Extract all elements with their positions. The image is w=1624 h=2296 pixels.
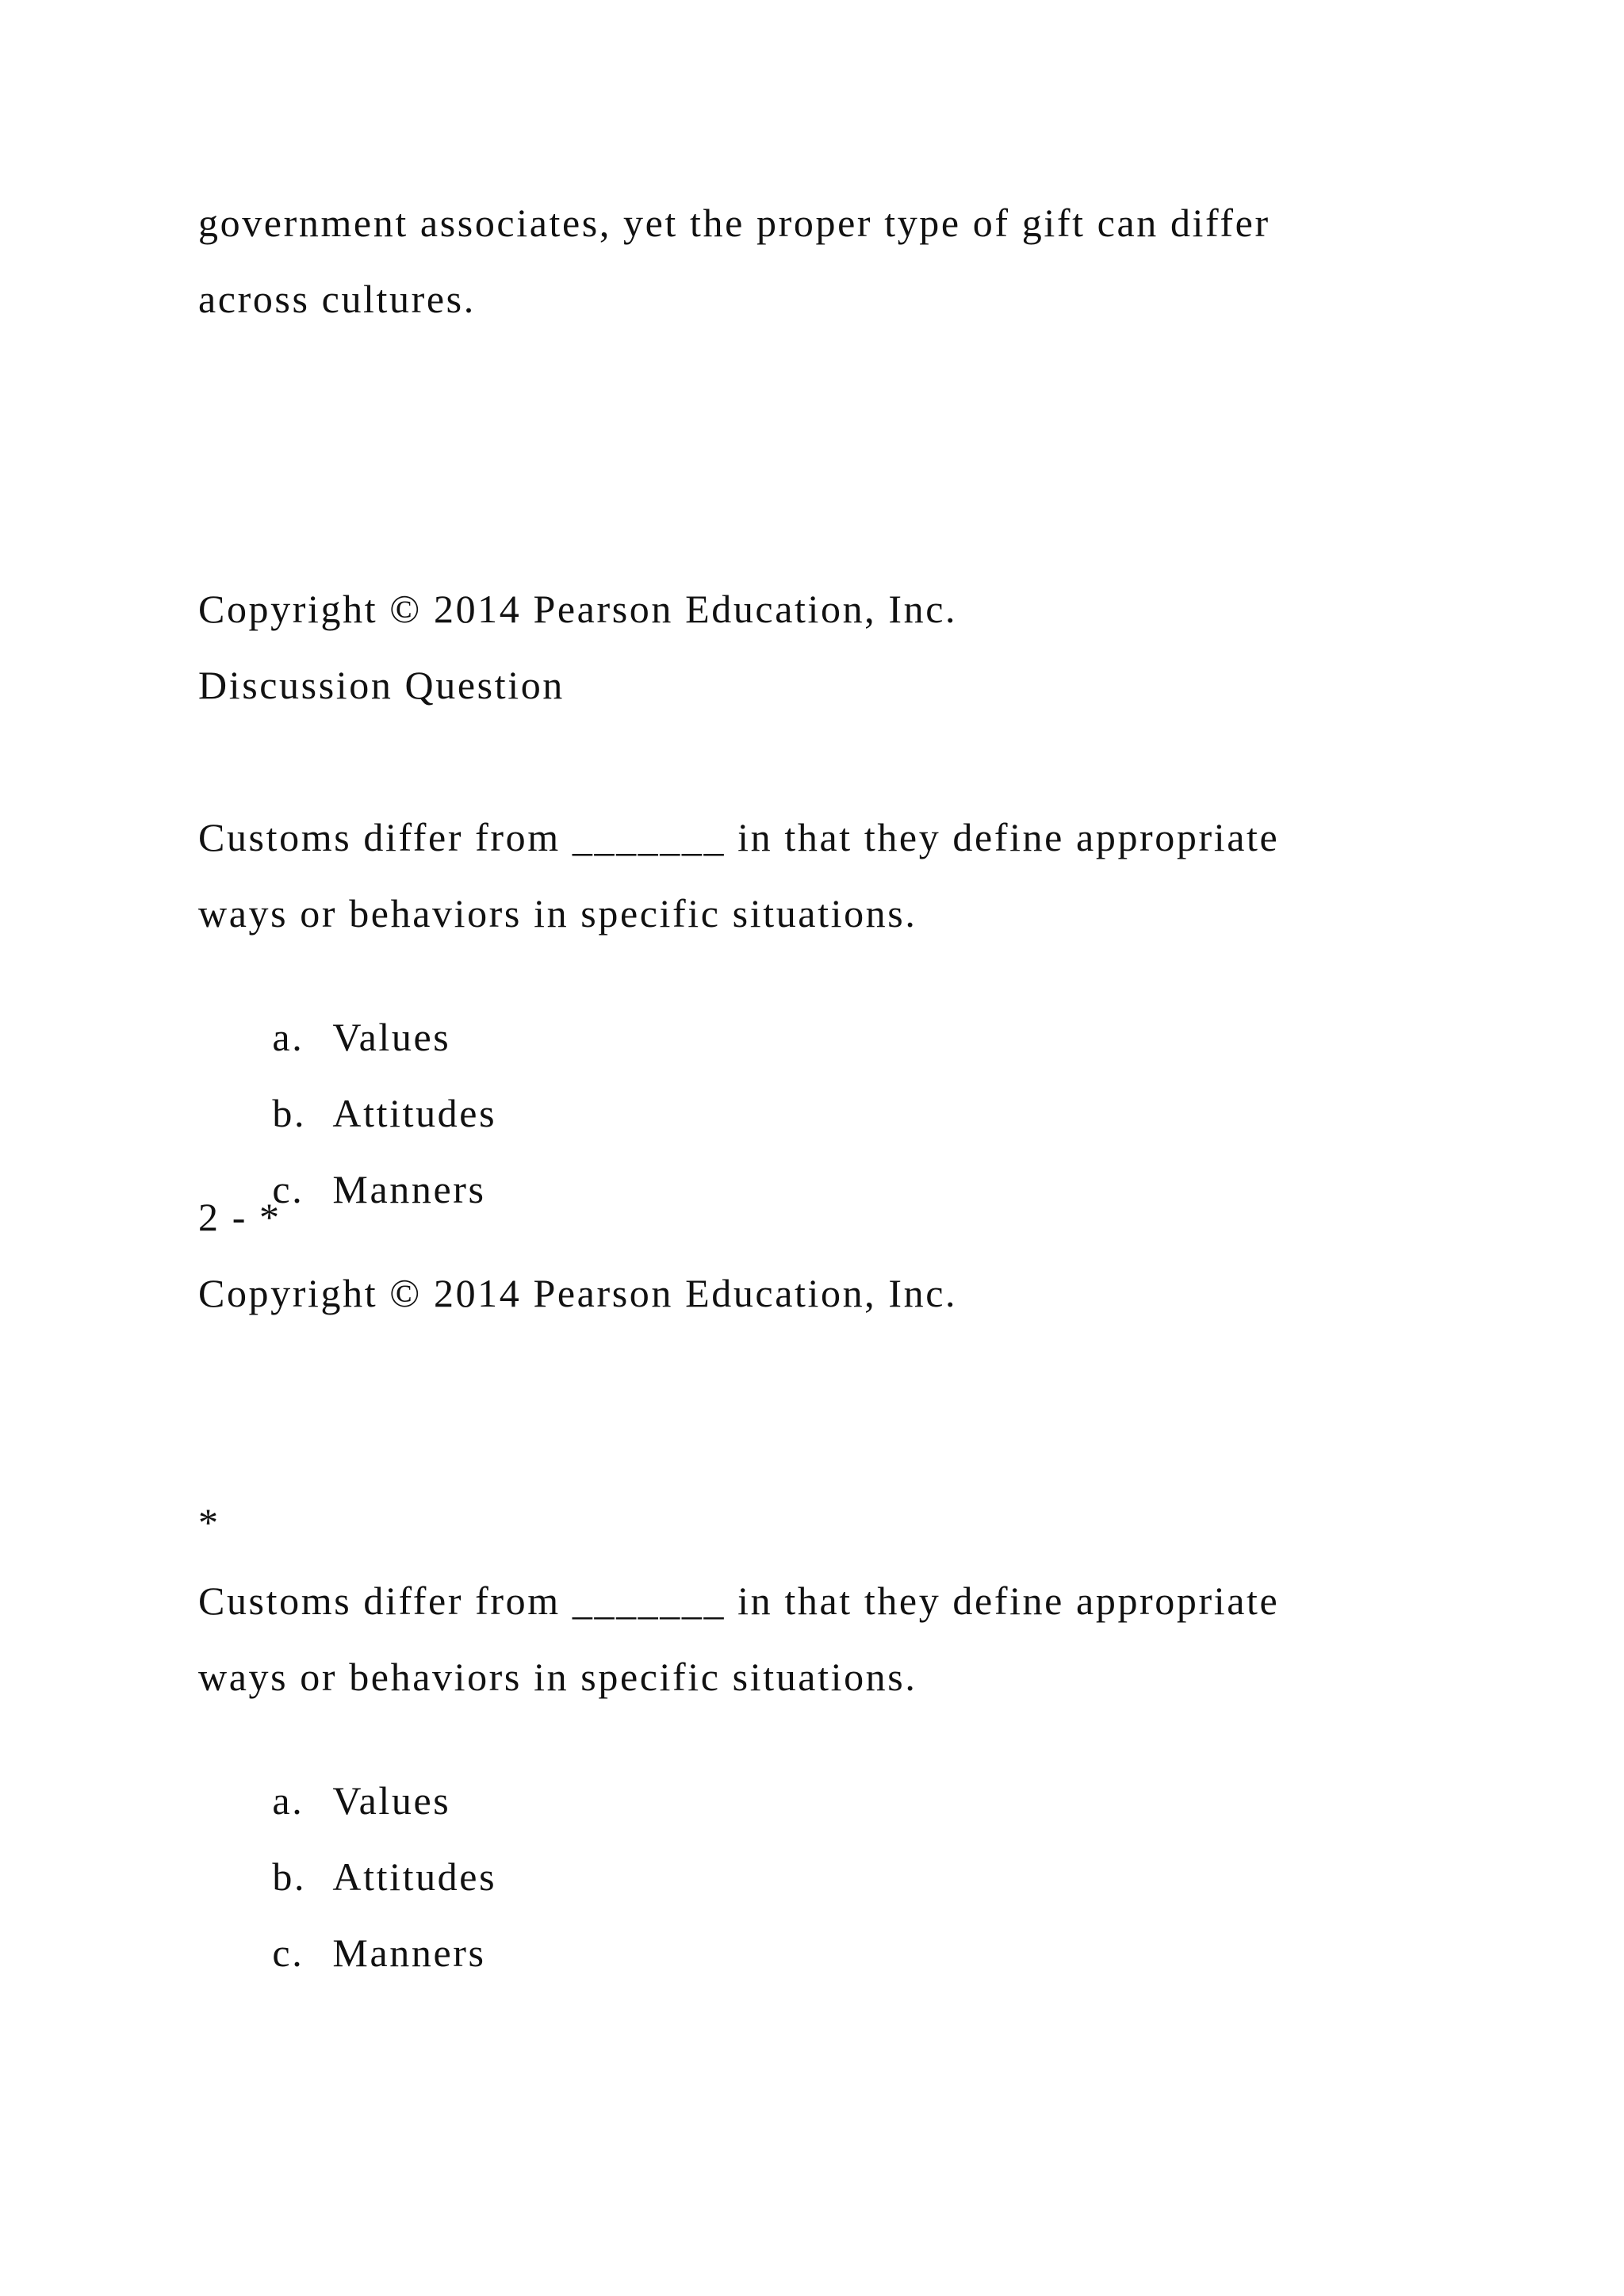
option-text: Attitudes [332, 1091, 497, 1135]
option-letter: c. [272, 1167, 304, 1211]
question-line-1: Customs differ from _______ in that they define appropriate [198, 815, 1280, 859]
option-letter: b. [272, 1854, 307, 1899]
option-letter: b. [272, 1091, 307, 1135]
option-text: Attitudes [332, 1854, 497, 1899]
copyright-header: Copyright © 2014 Pearson Education, Inc. [198, 587, 958, 631]
option-letter: a. [272, 1015, 304, 1059]
notes-marker: * [198, 1500, 220, 1544]
notes-option-c [224, 1881, 486, 2024]
discussion-heading: Discussion Question [198, 663, 565, 707]
option-text: Manners [332, 1931, 486, 1975]
question-line-2: ways or behaviors in specific situations. [198, 891, 917, 936]
slide-number: 2 - * [198, 1195, 282, 1239]
option-text: Values [332, 1015, 451, 1059]
option-text: Manners [332, 1167, 486, 1211]
notes-question-line-1: Customs differ from _______ in that they define appropriate [198, 1578, 1280, 1623]
intro-line-2: across cultures. [198, 277, 476, 321]
notes-question-line-2: ways or behaviors in specific situations. [198, 1655, 917, 1699]
option-letter: c. [272, 1931, 304, 1975]
intro-line-1: government associates, yet the proper type of gift can differ [198, 201, 1270, 245]
option-text: Values [332, 1778, 451, 1823]
copyright-footer: Copyright © 2014 Pearson Education, Inc. [198, 1271, 958, 1315]
option-letter: a. [272, 1778, 304, 1823]
